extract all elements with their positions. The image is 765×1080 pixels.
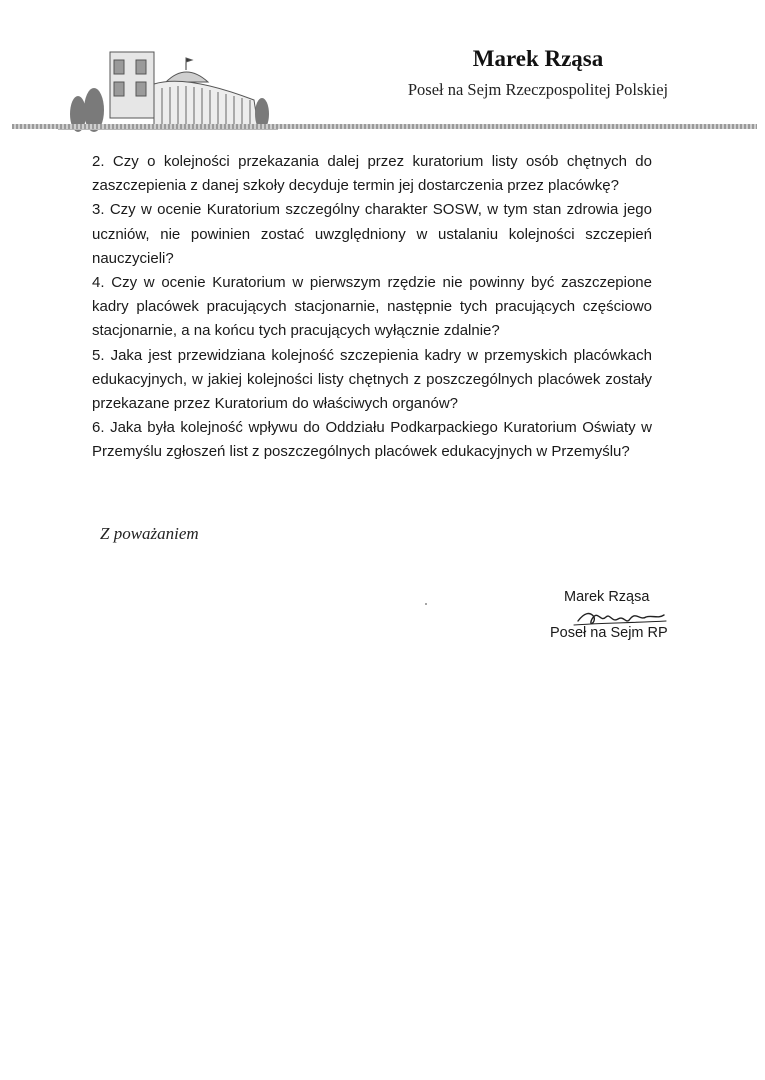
letterhead-rule bbox=[12, 124, 757, 129]
letter-body bbox=[92, 150, 652, 465]
question-6: 6. Jaka była kolejność wpływu do Oddziału Podkarpackiego Kuratorium Oświaty w Przemyślu zgłoszeń list z poszczególnych placówek edukacyjnych w Przemyślu? bbox=[92, 419, 652, 461]
question-3: 3. Czy w ocenie Kuratorium szczególny charakter SOSW, w tym stan zdrowia jego uczniów, nie powinien zostać uwzględniony w ustalaniu kolejności szczepień nauczycieli? bbox=[92, 201, 652, 267]
signatory-role: Poseł na Sejm RP bbox=[550, 625, 668, 641]
letterhead-role: Poseł na Sejm Rzeczpospolitej Polskiej bbox=[407, 80, 669, 99]
question-5: 5. Jaka jest przewidziana kolejność szczepienia kadry w przemyskich placówkach edukacyjnych, w jakiej kolejności listy chętnych z poszczególnych placówek zostały przekazane przez Kuratorium do właściwych organów? bbox=[92, 346, 652, 413]
question-2: 2. Czy o kolejności przekazania dalej przez kuratorium listy osób chętnych do zaszczepienia z danej szkoły decyduje termin jej dostarczenia przez placówkę? bbox=[92, 153, 652, 195]
question-4: 4. Czy w ocenie Kuratorium w pierwszym rzędzie nie powinny być zaszczepione kadry placówek pracujących stacjonarnie, następnie tych pracujących częściowo stacjonarnie, a na końcu tych pracujących wyłącznie zdalnie? bbox=[92, 274, 652, 340]
scan-speck bbox=[425, 603, 427, 605]
signatory-name: Marek Rząsa bbox=[564, 589, 650, 605]
closing-phrase: Z poważaniem bbox=[100, 524, 199, 543]
letterhead-name: Marek Rząsa bbox=[472, 46, 604, 71]
